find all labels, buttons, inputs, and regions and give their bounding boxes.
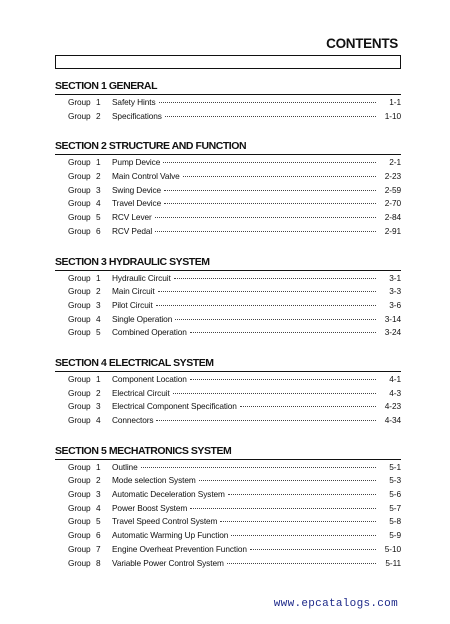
group-number: 1 [96,97,101,107]
page-number: 4-34 [384,415,401,425]
group-label: Group [68,516,91,527]
entry-title: Main Control Valve [112,171,180,182]
toc-entry[interactable] [55,184,401,198]
section-divider [55,94,401,95]
toc-entry[interactable] [55,225,401,239]
toc-entry[interactable] [55,529,401,543]
group-number: 5 [96,212,101,223]
section-heading: SECTION 2 STRUCTURE AND FUNCTION [55,140,247,153]
page-number: 1-10 [384,110,401,121]
page-number: 2-1 [389,157,401,168]
group-number: 3 [96,299,101,310]
section-divider [55,459,401,460]
group-number: 5 [96,516,101,527]
dot-leader [158,291,376,292]
table-of-contents [55,80,401,587]
toc-entry[interactable] [55,285,401,299]
group-number: 2 [96,475,101,486]
dot-leader [220,521,376,522]
page-number: 5-10 [384,543,401,554]
dot-leader [227,563,376,564]
entry-title: Specifications [112,110,162,121]
group-number: 4 [96,415,101,425]
entry-title: Component Location [112,373,187,384]
page-number: 2-84 [384,212,401,223]
entry-title: Swing Device [112,184,162,195]
toc-section [55,445,401,571]
group-number: 2 [96,171,101,182]
entry-title: Outline [112,461,138,472]
section-heading: SECTION 4 ELECTRICAL SYSTEM [55,356,214,369]
page-number: 3-1 [389,272,401,283]
entry-title: Main Circuit [112,286,155,297]
toc-section [55,357,401,428]
group-number: 5 [96,327,101,338]
title-box-left-rule [55,55,56,69]
group-label: Group [68,327,91,338]
dot-leader [155,217,376,218]
page-number: 5-6 [389,489,401,500]
watermark-url[interactable]: www.epcatalogs.com [273,598,398,610]
title-box-bottom-rule [55,68,401,69]
group-label: Group [68,198,91,209]
entry-title: Hydraulic Circuit [112,272,171,283]
dot-leader [165,116,376,117]
entry-title: RCV Lever [112,212,152,223]
dot-leader [199,480,376,481]
group-label: Group [68,171,91,182]
page-number: 3-14 [384,313,401,324]
entry-title: Mode selection System [112,475,196,486]
group-number: 4 [96,313,101,324]
toc-entry[interactable] [55,326,401,340]
entry-title: Automatic Warming Up Function [112,530,229,541]
group-label: Group [68,557,91,568]
entry-title: Automatic Deceleration System [112,489,225,500]
entry-title: Electrical Circuit [112,387,170,398]
page-number: 5-9 [389,530,401,541]
title-box-top-rule [55,55,401,56]
group-label: Group [68,286,91,297]
group-label: Group [68,184,91,195]
toc-section [55,80,401,123]
entry-title: Power Boost System [112,502,188,513]
toc-entry[interactable] [55,170,401,184]
group-label: Group [68,313,91,324]
page-number: 4-1 [389,373,401,384]
dot-leader [174,278,376,279]
dot-leader [190,508,376,509]
group-label: Group [68,110,91,121]
group-number: 1 [96,373,101,384]
group-label: Group [68,373,91,384]
entry-title: Electrical Component Specification [112,401,237,412]
page-number: 3-24 [384,327,401,338]
page-title: CONTENTS [326,36,398,51]
group-number: 3 [96,401,101,412]
group-number: 2 [96,286,101,297]
dot-leader [156,305,376,306]
toc-section [55,140,401,238]
group-label: Group [68,97,91,107]
page-number: 2-91 [384,225,401,236]
group-number: 4 [96,502,101,513]
toc-entry[interactable] [55,387,401,401]
dot-leader [164,190,376,191]
entry-title: Travel Device [112,198,162,209]
group-label: Group [68,272,91,283]
toc-entry[interactable] [55,96,401,110]
page-number: 2-23 [384,171,401,182]
dot-leader [175,319,376,320]
toc-entry[interactable] [55,110,401,124]
page-number: 4-23 [384,401,401,412]
entry-title: RCV Pedal [112,225,153,236]
group-number: 4 [96,198,101,209]
toc-entry[interactable] [55,502,401,516]
dot-leader [164,203,376,204]
group-number: 2 [96,387,101,398]
entry-title: Combined Operation [112,327,187,338]
dot-leader [228,494,376,495]
title-box-right-rule [400,55,401,69]
entry-title: Engine Overheat Prevention Function [112,543,247,554]
group-label: Group [68,225,91,236]
page-number: 1-1 [389,97,401,107]
toc-entry[interactable] [55,373,401,387]
dot-leader [190,332,376,333]
group-label: Group [68,299,91,310]
toc-entry[interactable] [55,557,401,571]
toc-entry[interactable] [55,474,401,488]
section-heading: SECTION 5 MECHATRONICS SYSTEM [55,444,232,457]
dot-leader [159,102,376,103]
page-number: 5-7 [389,502,401,513]
group-label: Group [68,157,91,168]
toc-section [55,256,401,340]
group-number: 6 [96,530,101,541]
page-number: 5-11 [385,557,401,568]
group-label: Group [68,530,91,541]
section-heading: SECTION 1 GENERAL [55,80,158,92]
group-label: Group [68,502,91,513]
dot-leader [156,420,376,421]
entry-title: Travel Speed Control System [112,516,218,527]
section-heading: SECTION 3 HYDRAULIC SYSTEM [55,255,210,268]
toc-entry[interactable] [55,211,401,225]
entry-title: Pump Device [112,157,161,168]
toc-entry[interactable] [55,414,401,428]
entry-title: Single Operation [112,313,173,324]
page-number: 5-1 [389,461,401,472]
page-number: 2-70 [384,198,401,209]
entry-title: Pilot Circuit [112,299,153,310]
dot-leader [240,406,376,407]
group-number: 6 [96,225,101,236]
group-label: Group [68,543,91,554]
group-label: Group [68,489,91,500]
group-number: 1 [96,461,101,472]
group-label: Group [68,461,91,472]
dot-leader [190,379,376,380]
page-number: 3-3 [389,286,401,297]
group-number: 7 [96,543,101,554]
page-number: 5-3 [389,475,401,486]
group-label: Group [68,415,91,425]
dot-leader [173,393,376,394]
dot-leader [250,549,376,550]
entry-title: Safety Hints [112,97,156,107]
entry-title: Connectors [112,415,154,425]
group-number: 2 [96,110,101,121]
section-divider [55,270,401,271]
group-label: Group [68,387,91,398]
toc-entry[interactable] [55,461,401,475]
toc-entry[interactable] [55,488,401,502]
toc-entry[interactable] [55,299,401,313]
group-label: Group [68,401,91,412]
section-divider [55,371,401,372]
dot-leader [231,535,376,536]
toc-entry[interactable] [55,272,401,286]
dot-leader [163,162,376,163]
toc-entry[interactable] [55,197,401,211]
group-number: 1 [96,272,101,283]
toc-entry[interactable] [55,313,401,327]
group-label: Group [68,212,91,223]
section-divider [55,154,401,155]
group-number: 1 [96,157,101,168]
dot-leader [183,176,376,177]
group-number: 3 [96,489,101,500]
group-number: 3 [96,184,101,195]
page-number: 4-3 [389,387,401,398]
group-label: Group [68,475,91,486]
toc-entry[interactable] [55,156,401,170]
page-number: 5-8 [389,516,401,527]
toc-entry[interactable] [55,515,401,529]
dot-leader [141,467,376,468]
page-number: 2-59 [384,184,401,195]
toc-entry[interactable] [55,400,401,414]
toc-entry[interactable] [55,543,401,557]
group-number: 8 [96,557,101,568]
entry-title: Variable Power Control System [112,557,224,568]
dot-leader [155,231,376,232]
page-number: 3-6 [389,299,401,310]
